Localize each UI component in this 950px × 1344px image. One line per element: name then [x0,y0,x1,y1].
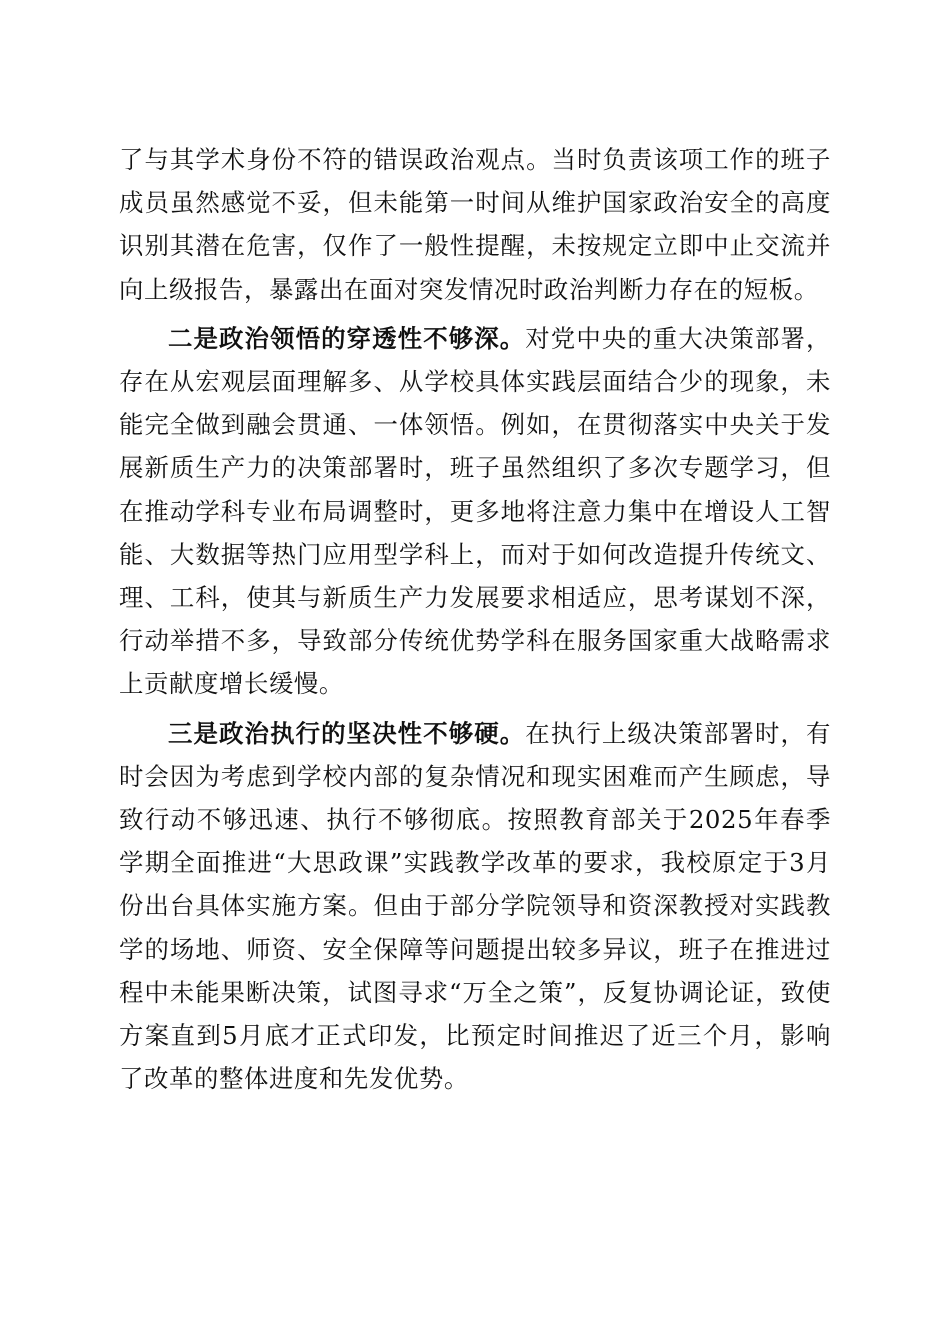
document-body [119,138,831,1106]
paragraph-text: 在执行上级决策部署时，有时会因为考虑到学校内部的复杂情况和现实困难而产生顾虑，导致行动不够迅速、执行不够彻底。按照教育部关于2025年春季学期全面推进“大思政课”实践教学改革的要求，我校原定于3月份出台具体实施方案。但由于部分学院领导和资深教授对实践教学的场地、师资、安全保障等问题提出较多异议，班子在推进过程中未能果断决策，试图寻求“万全之策”，反复协调论证，致使方案直到5月底才正式印发，比预定时间推迟了近三个月，影响了改革的整体进度和先发优势。 [119,718,831,1094]
paragraph-political-execution [119,712,831,1101]
paragraph-political-comprehension [119,317,831,706]
paragraph-text: 了与其学术身份不符的错误政治观点。当时负责该项工作的班子成员虽然感觉不妥，但未能第一时间从维护国家政治安全的高度识别其潜在危害，仅作了一般性提醒，未按规定立即中止交流并向上级报告，暴露出在面对突发情况时政治判断力存在的短板。 [119,145,831,304]
paragraph-heading: 三是政治执行的坚决性不够硬。 [168,718,526,748]
paragraph-heading: 二是政治领悟的穿透性不够深。 [168,323,526,353]
paragraph-text: 对党中央的重大决策部署，存在从宏观层面理解多、从学校具体实践层面结合少的现象，未能完全做到融会贯通、一体领悟。例如，在贯彻落实中央关于发展新质生产力的决策部署时，班子虽然组织了多次专题学习，但在推动学科专业布局调整时，更多地将注意力集中在增设人工智能、大数据等热门应用型学科上，而对于如何改造提升传统文、理、工科，使其与新质生产力发展要求相适应，思考谋划不深，行动举措不多，导致部分传统优势学科在服务国家重大战略需求上贡献度增长缓慢。 [119,323,831,699]
paragraph-continuation [119,138,831,311]
